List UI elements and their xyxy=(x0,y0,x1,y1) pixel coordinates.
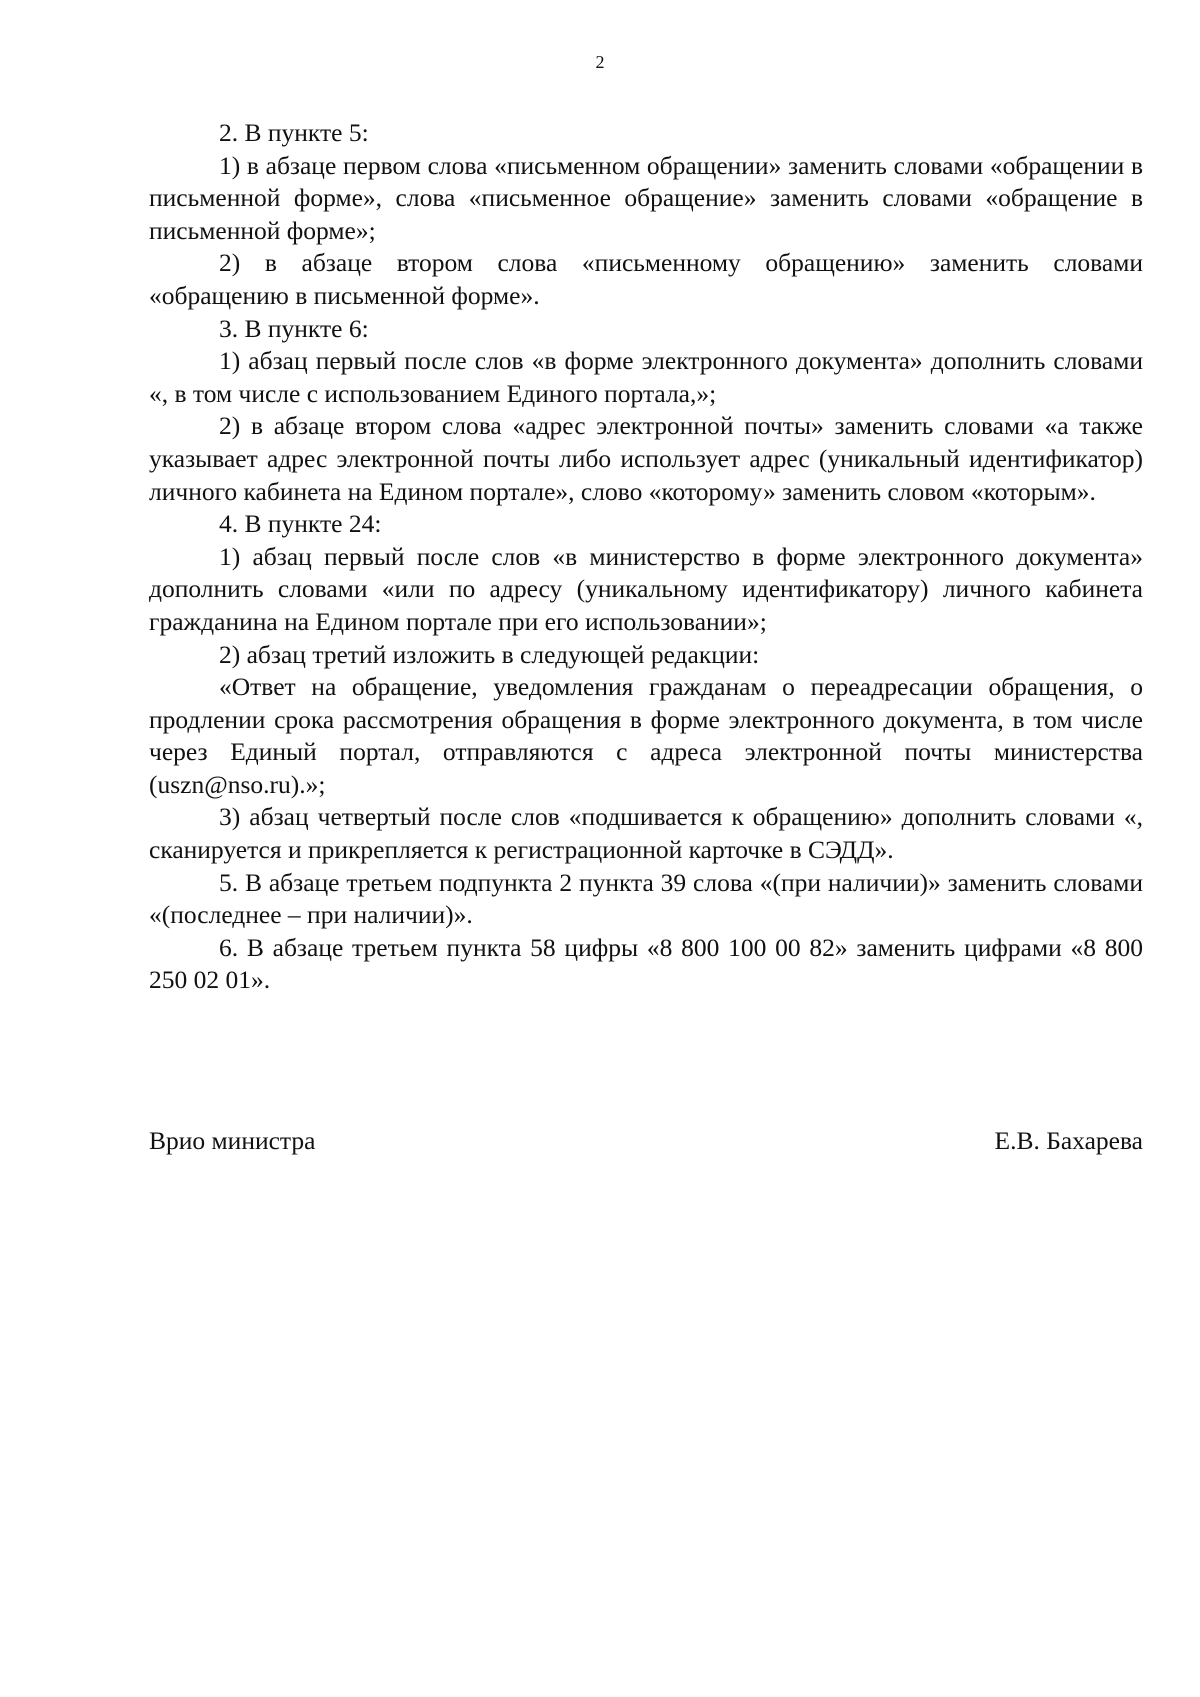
paragraph-sub-4-3: 3) абзац четвертый после слов «подшивается к обращению» дополнить словами «, сканируется и прикрепляется к регистрационной карточке в СЭДД». xyxy=(149,802,1143,865)
paragraph-item-6: 6. В абзаце третьем пункта 58 цифры «8 800 100 00 82» заменить цифрами «8 800 250 02 01». xyxy=(149,932,1143,995)
paragraph-item-4: 4. В пункте 24: xyxy=(219,509,382,539)
paragraph-sub-3-2: 2) в абзаце втором слова «адрес электронной почты» заменить словами «а также указывает адрес электронной почты либо использует адрес (уникальный идентификатор) личного кабинета на Едином портале», слово «которому» заменить словом «которым». xyxy=(149,411,1143,506)
paragraph-quote: «Ответ на обращение, уведомления гражданам о переадресации обращения, о продлении срока рассмотрения обращения в форме электронного документа, в том числе через Единый портал, отправляются с адреса электронной почты министерства (uszn@nso.ru).»; xyxy=(149,672,1143,799)
page-number: 2 xyxy=(595,52,605,72)
paragraph-item-5: 5. В абзаце третьем подпункта 2 пункта 39 слова «(при наличии)» заменить словами «(последнее – при наличии)». xyxy=(149,867,1143,930)
signature-block xyxy=(149,1125,1143,1157)
paragraph-sub-2-2: 2) в абзаце втором слова «письменному обращению» заменить словами «обращению в письменной форме». xyxy=(149,248,1143,310)
paragraph-item-2: 2. В пункте 5: xyxy=(219,118,369,147)
document-body xyxy=(149,117,1143,997)
signatory-position: Врио министра xyxy=(149,1126,316,1155)
paragraph-item-3: 3. В пункте 6: xyxy=(219,313,369,343)
signatory-name: Е.В. Бахарева xyxy=(994,1126,1143,1155)
paragraph-sub-3-1: 1) абзац первый после слов «в форме электронного документа» дополнить словами «, в том числе с использованием Единого портала,»; xyxy=(149,346,1143,408)
paragraph-sub-4-2: 2) абзац третий изложить в следующей редакции: xyxy=(219,639,760,669)
paragraph-sub-4-1: 1) абзац первый после слов «в министерство в форме электронного документа» дополнить словами «или по адресу (уникальному идентификатору) личного кабинета гражданина на Едином портале при его использовании»; xyxy=(149,541,1143,636)
paragraph-sub-2-1: 1) в абзаце первом слова «письменном обращении» заменить словами «обращении в письменной форме», слова «письменное обращение» заменить словами «обращение в письменной форме»; xyxy=(149,150,1143,245)
